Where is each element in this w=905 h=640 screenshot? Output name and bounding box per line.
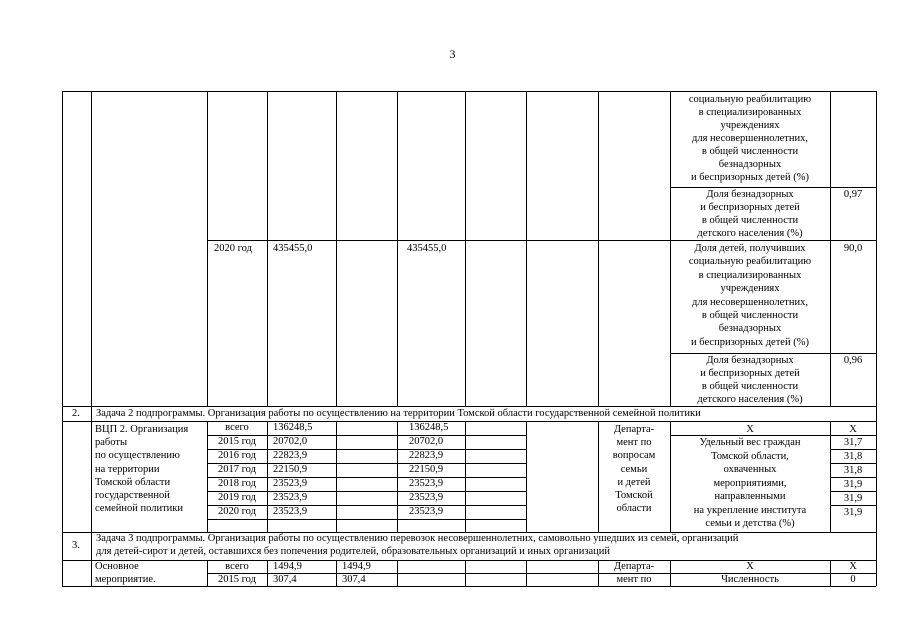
total-cell: 1494,9 <box>273 561 302 572</box>
executor-text: семьи <box>620 463 648 475</box>
grid-line <box>207 91 208 406</box>
year-cell: 2015 год <box>218 574 256 585</box>
indicator-rehab-text: и беспризорных детей (%) <box>691 336 809 348</box>
indicator-value: 31,9 <box>843 493 863 504</box>
indicator-share-text: и беспризорных детей <box>700 202 800 213</box>
indicator-rehab-text: в специализированных <box>698 107 802 118</box>
indicator-value: Х <box>849 424 857 435</box>
indicator-value: 31,7 <box>843 437 863 448</box>
year-cell: 2019 год <box>218 492 256 503</box>
indicator-value: 31,8 <box>843 465 863 476</box>
grid-line <box>465 91 466 406</box>
indicator-share-text: Доля безнадзорных <box>706 189 794 200</box>
indicator-rehab-text: социальную реабилитацию <box>688 256 812 268</box>
indicator-rehab-text: в общей численности <box>701 310 799 321</box>
total-cell: 23523,9 <box>273 492 308 503</box>
program-name: работы <box>95 437 128 449</box>
regional-budget-cell: 20702,0 <box>409 436 444 447</box>
total-cell: 23523,9 <box>273 506 308 517</box>
total-cell: 22823,9 <box>273 450 308 461</box>
indicator-header: Х <box>746 561 754 572</box>
program-name: Томской области <box>95 476 171 488</box>
table-right-border <box>876 91 877 586</box>
indicator-rehab-text: учреждениях <box>720 120 780 131</box>
indicator-text: семьи и детства (%) <box>705 518 795 529</box>
indicator-value: 0,96 <box>843 355 863 366</box>
grid-line <box>465 421 466 532</box>
year-cell: 2017 год <box>218 464 256 475</box>
indicator-rehab-text: и беспризорных детей (%) <box>691 172 809 183</box>
indicator-rehab-text: социальную реабилитацию <box>688 94 812 105</box>
indicator-text: Численность <box>721 574 779 585</box>
indicator-share-text: детского населения (%) <box>697 228 803 239</box>
year-cell: 2015 год <box>218 436 256 447</box>
regional-budget-cell: 22823,9 <box>409 450 444 461</box>
indicator-text: Томской области, <box>711 450 789 462</box>
year-cell: 2020 год <box>214 243 252 254</box>
grid-line <box>397 91 398 406</box>
program-name: по осуществлению <box>95 450 180 462</box>
total-cell: 22150,9 <box>273 464 308 475</box>
total-cell: 20702,0 <box>273 436 308 447</box>
executor-text: области <box>616 503 652 515</box>
indicator-rehab-text: Доля детей, получивших <box>694 243 806 254</box>
regional-budget-cell: 22150,9 <box>409 464 444 475</box>
indicator-share-text: в общей численности <box>701 215 799 226</box>
indicator-share-text: и беспризорных детей <box>700 368 800 379</box>
executor-text: Томской <box>615 490 653 501</box>
regional-budget-cell: 23523,9 <box>409 478 444 489</box>
indicator-text: Удельный вес граждан <box>699 437 801 448</box>
grid-line <box>62 421 876 422</box>
indicator-rehab-text: учреждениях <box>720 283 780 295</box>
regional-budget-cell: 23523,9 <box>409 506 444 517</box>
grid-line <box>598 91 599 406</box>
indicator-value: 31,8 <box>843 451 863 462</box>
regional-budget-cell: 136248,5 <box>409 422 449 433</box>
task-number: 2. <box>72 408 80 419</box>
task-number: 3. <box>72 540 80 551</box>
executor-text: вопросам <box>612 450 656 462</box>
total-cell: 435455,0 <box>273 243 313 254</box>
indicator-rehab-text: в специализированных <box>698 269 802 281</box>
indicator-share-text: Доля безнадзорных <box>706 355 794 366</box>
task-title: Задача 3 подпрограммы. Организация работы по осуществлению перевозок несовершеннолетних, самовольно ушедших из семей, организаций <box>96 533 739 544</box>
executor-text: Департа- <box>613 424 655 435</box>
table-top-border <box>62 91 876 92</box>
indicator-header: Х <box>746 424 754 435</box>
program-name: Основное <box>95 561 139 572</box>
page-number: 3 <box>449 47 456 61</box>
indicator-value: 0,97 <box>843 189 863 200</box>
indicator-rehab-text: для несовершеннолетних, <box>692 133 808 144</box>
grid-line <box>397 421 398 532</box>
year-cell: всего <box>225 561 249 572</box>
indicator-value: Х <box>849 561 857 572</box>
grid-line <box>91 91 92 406</box>
program-name: ВЦП 2. Организация <box>95 424 189 435</box>
year-cell: 2016 год <box>218 450 256 461</box>
executor-text: и детей <box>617 476 651 488</box>
grid-line <box>267 91 268 406</box>
task-title: Задача 2 подпрограммы. Организация работы по осуществлению на территории Томской области государственной семейной политики <box>96 408 701 419</box>
task-title: для детей-сирот и детей, оставшихся без попечения родителей, образовательных организаций и иных организаций <box>96 546 611 557</box>
indicator-value: 31,9 <box>843 479 863 490</box>
indicator-share-text: в общей численности <box>701 381 799 392</box>
federal-budget-cell: 1494,9 <box>342 561 371 572</box>
indicator-text: направленными <box>714 491 786 502</box>
executor-text: Департа- <box>613 561 655 572</box>
program-name: семейной политики <box>95 503 184 515</box>
indicator-text: мероприятиями, <box>713 477 787 489</box>
indicator-rehab-text: безнадзорных <box>718 159 782 170</box>
total-cell: 307,4 <box>273 574 297 585</box>
year-cell: 2018 год <box>218 478 256 489</box>
grid-line <box>91 532 92 560</box>
grid-line <box>670 353 876 354</box>
grid-line <box>91 560 92 586</box>
program-name: на территории <box>95 463 160 475</box>
federal-budget-cell: 307,4 <box>342 574 366 585</box>
indicator-text: охваченных <box>723 464 777 475</box>
grid-line <box>207 519 526 520</box>
grid-line <box>526 421 527 532</box>
grid-line <box>267 421 268 532</box>
indicator-rehab-text: для несовершеннолетних, <box>692 296 808 308</box>
regional-budget-cell: 435455,0 <box>407 243 447 254</box>
executor-text: мент по <box>616 574 652 585</box>
program-name: государственной <box>95 490 170 501</box>
grid-line <box>526 91 527 406</box>
program-name: мероприятие. <box>95 574 156 585</box>
table-left-border <box>62 91 63 586</box>
total-cell: 136248,5 <box>273 422 313 433</box>
indicator-value: 0 <box>850 574 856 585</box>
indicator-rehab-text: безнадзорных <box>718 323 782 335</box>
grid-line <box>336 91 337 406</box>
indicator-share-text: детского населения (%) <box>697 394 803 405</box>
year-cell: всего <box>225 422 249 433</box>
grid-line <box>336 421 337 532</box>
total-cell: 23523,9 <box>273 478 308 489</box>
grid-line <box>670 187 876 188</box>
executor-text: мент по <box>616 437 652 449</box>
indicator-value: 31,9 <box>843 507 863 518</box>
year-cell: 2020 год <box>218 506 256 517</box>
grid-line <box>91 421 92 532</box>
grid-line <box>91 406 92 421</box>
indicator-text: на укрепление института <box>693 504 807 516</box>
indicator-value: 90,0 <box>843 243 863 254</box>
regional-budget-cell: 23523,9 <box>409 492 444 503</box>
indicator-rehab-text: в общей численности <box>701 146 799 157</box>
